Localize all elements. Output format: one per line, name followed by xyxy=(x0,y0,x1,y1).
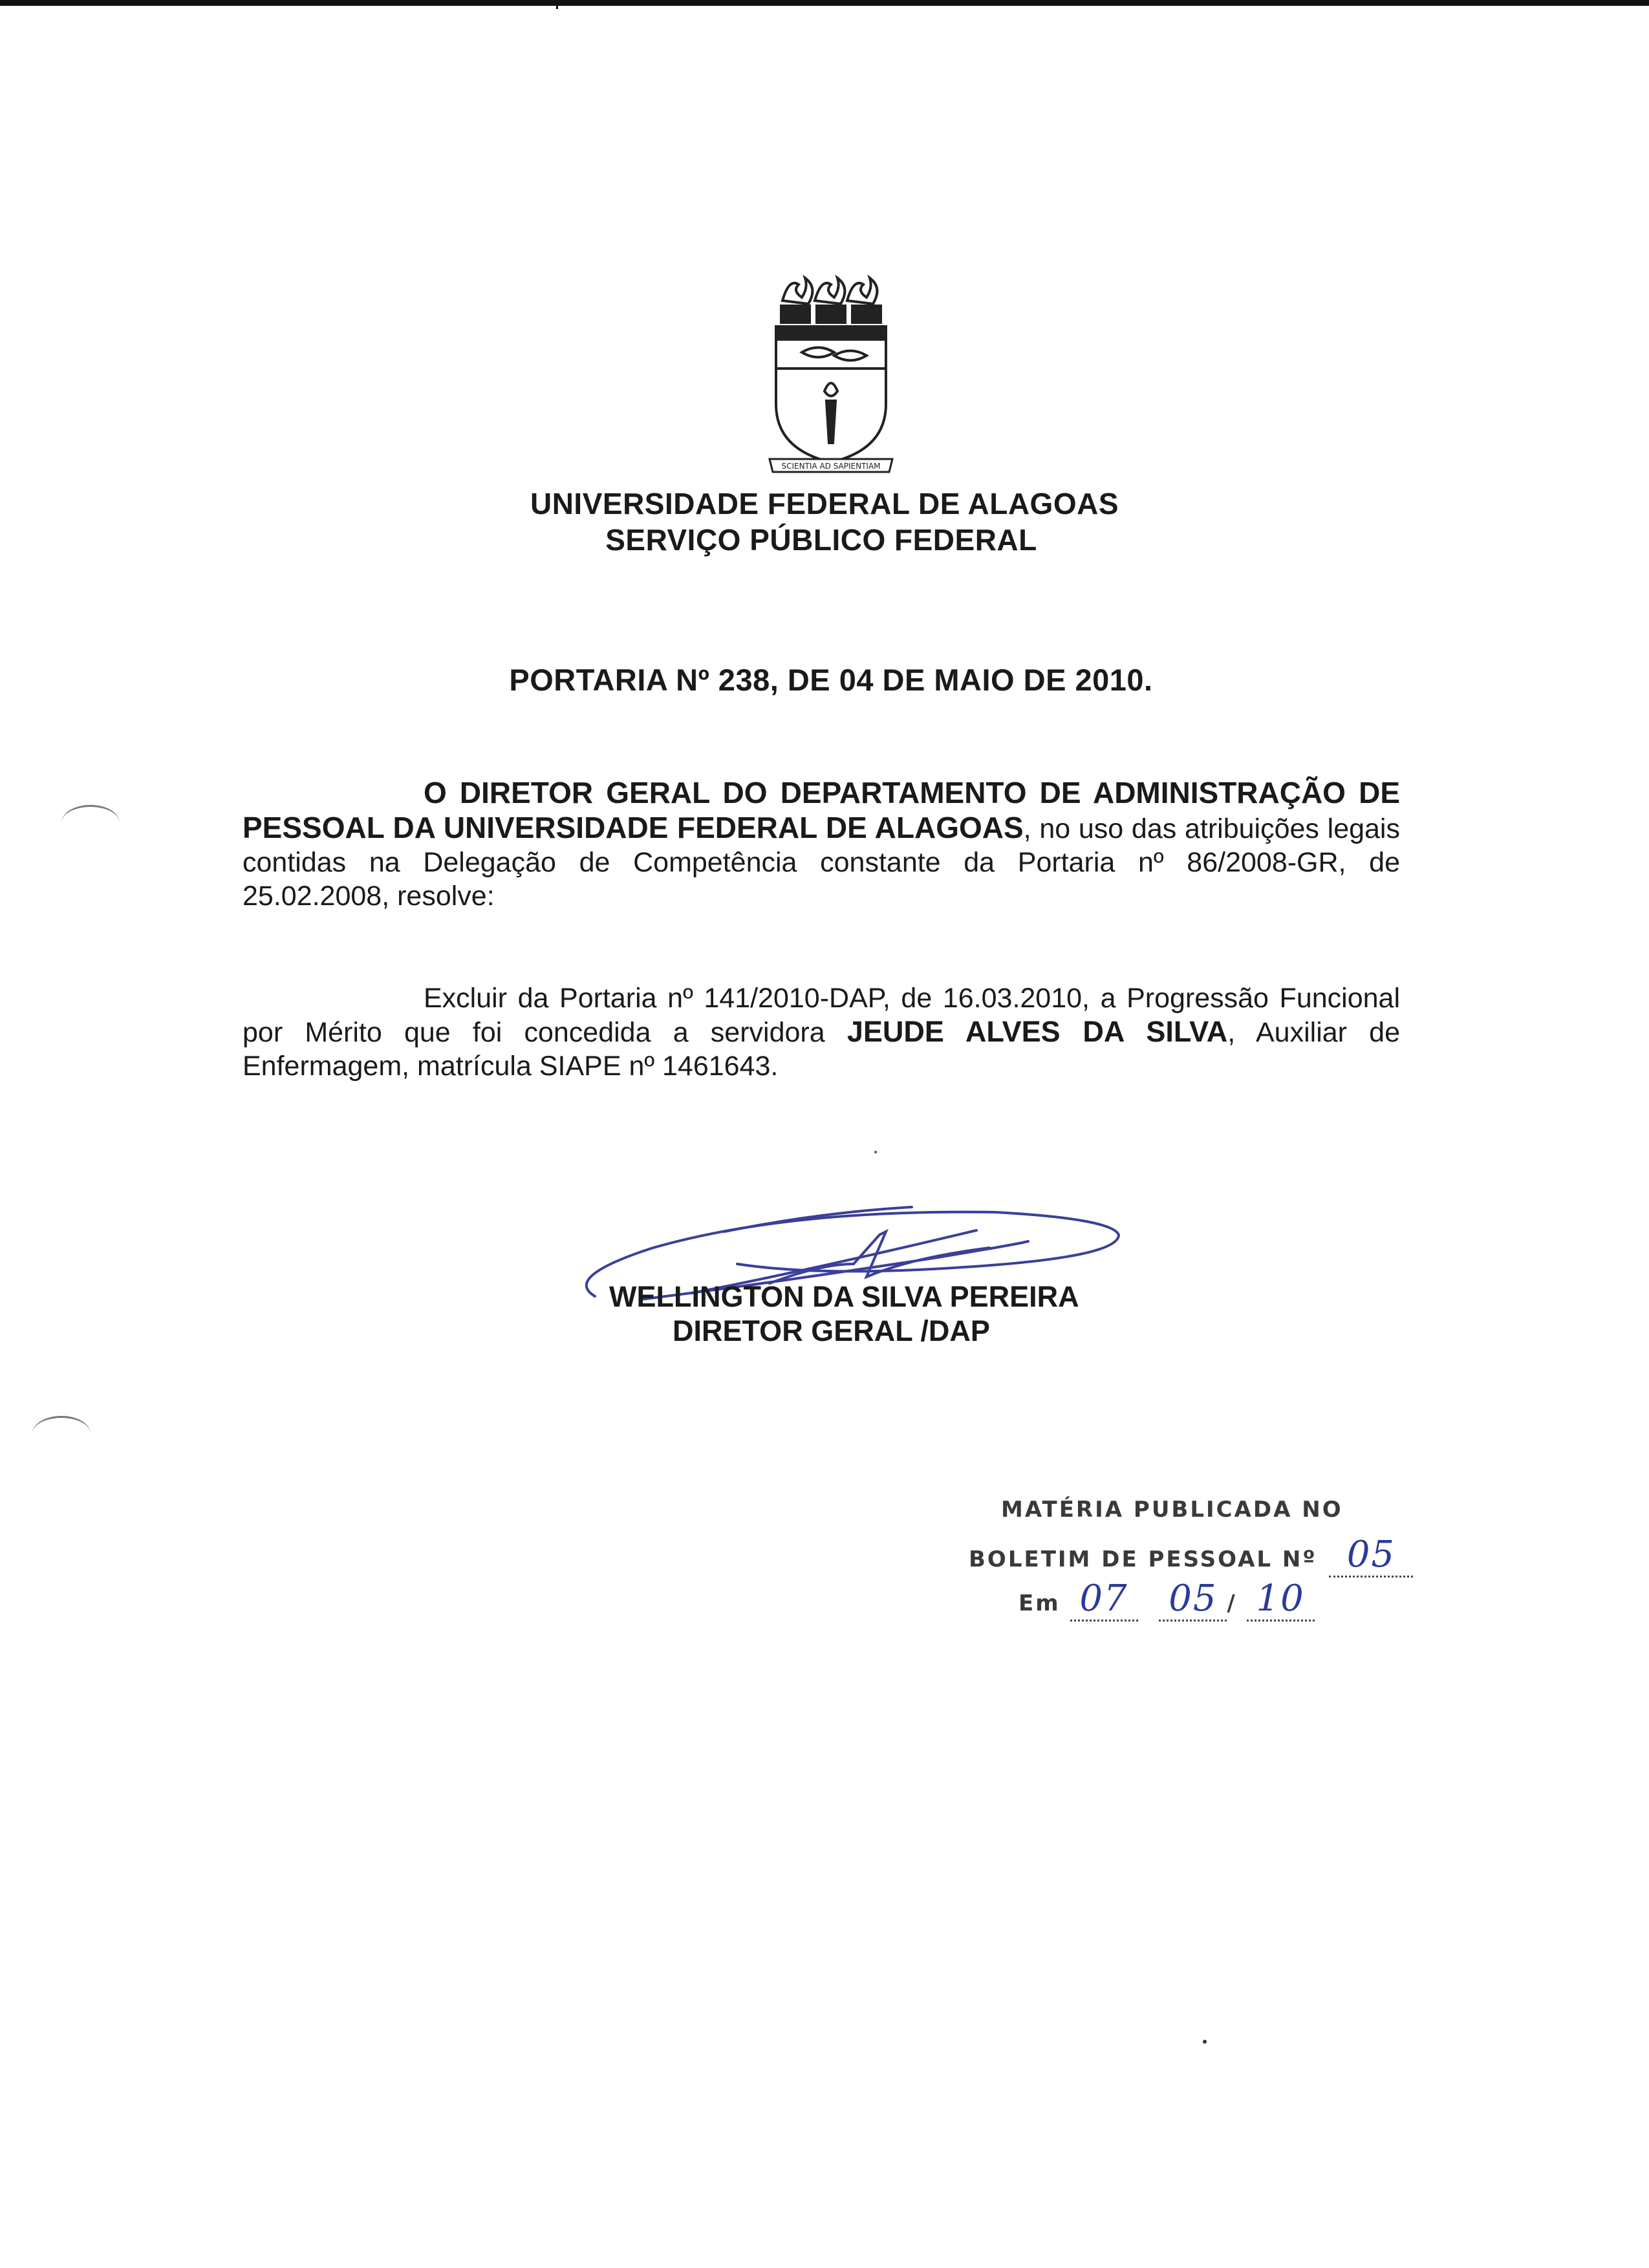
body-paragraph xyxy=(242,981,1400,1083)
stamp-bulletin-label: BOLETIM DE PESSOAL Nº xyxy=(969,1546,1317,1572)
employee-name: JEUDE ALVES DA SILVA xyxy=(846,1015,1228,1048)
stamp-line-1: MATÉRIA PUBLICADA NO xyxy=(1001,1497,1343,1523)
crest-motto: SCIENTIA AD SAPIENTIAM xyxy=(781,462,881,471)
stamp-day: 07 xyxy=(1070,1578,1138,1621)
stamp-line-2 xyxy=(969,1534,1413,1578)
scan-speck xyxy=(1203,2040,1207,2044)
punch-hole-bottom xyxy=(32,1416,91,1451)
body-text-2: , Auxiliar de Enfermagem, matrícula SIAPE nº 1461643. xyxy=(242,1017,1400,1082)
stamp-month: 05 xyxy=(1159,1578,1227,1621)
signer-role: DIRETOR GERAL /DAP xyxy=(673,1314,990,1347)
punch-hole-top xyxy=(61,805,120,840)
scan-mark xyxy=(556,0,558,9)
preamble-authority: O DIRETOR GERAL DO DEPARTAMENTO DE ADMINISTRAÇÃO DE PESSOAL DA UNIVERSIDADE FEDERAL DE ALAGOAS xyxy=(242,776,1400,844)
bulletin-number: 05 xyxy=(1329,1534,1413,1578)
ufal-torch-crest-icon xyxy=(763,275,899,478)
stamp-date-label: Em xyxy=(1018,1590,1061,1616)
stamp-year: 10 xyxy=(1247,1578,1315,1621)
university-name: UNIVERSIDADE FEDERAL DE ALAGOAS xyxy=(530,487,1119,520)
service-name: SERVIÇO PÚBLICO FEDERAL xyxy=(605,523,1037,557)
document-title: PORTARIA Nº 238, DE 04 DE MAIO DE 2010. xyxy=(509,663,1153,697)
scan-top-edge xyxy=(0,0,1649,6)
signer-name: WELLINGTON DA SILVA PEREIRA xyxy=(609,1280,1079,1313)
scan-speck xyxy=(874,1151,877,1153)
stamp-line-3: Em 07 05 / 10 xyxy=(1018,1578,1315,1621)
preamble-text: , no uso das atribuições legais contidas na Delegação de Competência constante da Portaria nº 86/2008-GR, de 25.02.2008, resolve: xyxy=(242,813,1400,912)
body-text-1: Excluir da Portaria nº 141/2010-DAP, de 16.03.2010, a Progressão Funcional por Mérito que foi concedida a servidora xyxy=(242,983,1400,1048)
preamble-paragraph xyxy=(242,776,1400,913)
